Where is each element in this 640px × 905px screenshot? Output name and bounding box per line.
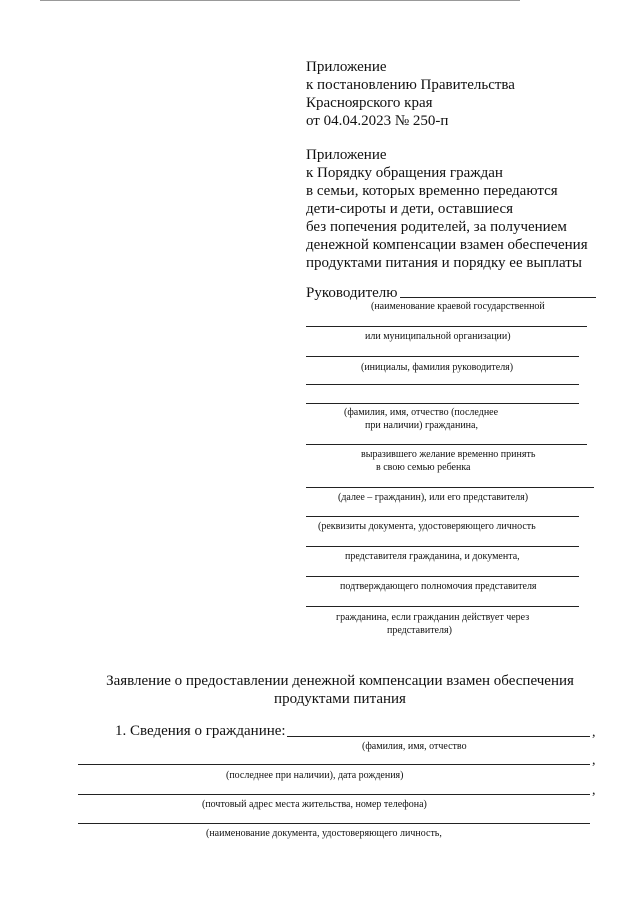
section1-hint-birth: (последнее при наличии), дата рождения) [226, 770, 404, 781]
appendix1-line3: Красноярского края [306, 95, 433, 111]
addressee-rule-5 [306, 403, 579, 404]
addressee-hint-head: (инициалы, фамилия руководителя) [361, 362, 514, 373]
addressee-rule-1 [400, 297, 596, 298]
appendix1-line4: от 04.04.2023 № 250-п [306, 113, 449, 129]
addressee-hint-fio-2: при наличии) гражданина, [365, 420, 478, 431]
section1-comma-3: , [592, 783, 596, 798]
section1-rule-4 [78, 823, 590, 824]
statement-title-line-1: Заявление о предоставлении денежной компенсации взамен обеспечения [106, 673, 574, 689]
addressee-hint-org-1: (наименование краевой государственной [371, 301, 545, 312]
addressee-hint-wish-2: в свою семью ребенка [376, 462, 471, 473]
section1-comma-2: , [592, 753, 596, 768]
section1-rule-1 [287, 736, 590, 737]
section1-rule-2 [78, 764, 590, 765]
section1-comma-1: , [592, 725, 596, 740]
appendix2-line7: продуктами питания и порядку ее выплаты [306, 255, 582, 271]
appendix1-line1: Приложение [306, 59, 387, 75]
addressee-hint-doc-5: представителя) [387, 625, 452, 636]
section1-label: 1. Сведения о гражданине: [115, 723, 286, 739]
appendix2-line1: Приложение [306, 147, 387, 163]
addressee-rule-2 [306, 326, 587, 327]
addressee-rule-7 [306, 487, 594, 488]
addressee-hint-org-2: или муниципальной организации) [365, 331, 511, 342]
appendix2-line6: денежной компенсации взамен обеспечения [306, 237, 588, 253]
statement-title-line-2: продуктами питания [274, 691, 406, 707]
addressee-hint-wish-1: выразившего желание временно принять [361, 449, 536, 460]
scan-edge-line [40, 0, 520, 1]
appendix2-line3: в семьи, которых временно передаются [306, 183, 558, 199]
addressee-hint-citizen: (далее – гражданин), или его представителя) [338, 492, 529, 503]
addressee-hint-doc-2: представителя гражданина, и документа, [345, 551, 520, 562]
addressee-rule-10 [306, 576, 579, 577]
addressee-rule-9 [306, 546, 579, 547]
appendix2-line4: дети-сироты и дети, оставшиеся [306, 201, 514, 217]
addressee-rule-4 [306, 384, 579, 385]
appendix1-line2: к постановлению Правительства [306, 77, 515, 93]
addressee-rule-11 [306, 606, 579, 607]
addressee-hint-doc-4: гражданина, если гражданин действует через [336, 612, 530, 623]
addressee-rule-8 [306, 516, 579, 517]
section1-hint-fio: (фамилия, имя, отчество [362, 741, 467, 752]
appendix2-line5: без попечения родителей, за получением [306, 219, 567, 235]
section1-hint-address: (почтовый адрес места жительства, номер телефона) [202, 799, 427, 810]
appendix2-line2: к Порядку обращения граждан [306, 165, 503, 181]
addressee-hint-doc-1: (реквизиты документа, удостоверяющего личность [318, 521, 536, 532]
addressee-rule-3 [306, 356, 579, 357]
addressee-hint-doc-3: подтверждающего полномочия представителя [340, 581, 537, 592]
addressee-label: Руководителю [306, 285, 398, 301]
section1-hint-id-doc: (наименование документа, удостоверяющего личность, [206, 828, 442, 839]
addressee-hint-fio-1: (фамилия, имя, отчество (последнее [344, 407, 499, 418]
addressee-rule-6 [306, 444, 587, 445]
section1-rule-3 [78, 794, 590, 795]
